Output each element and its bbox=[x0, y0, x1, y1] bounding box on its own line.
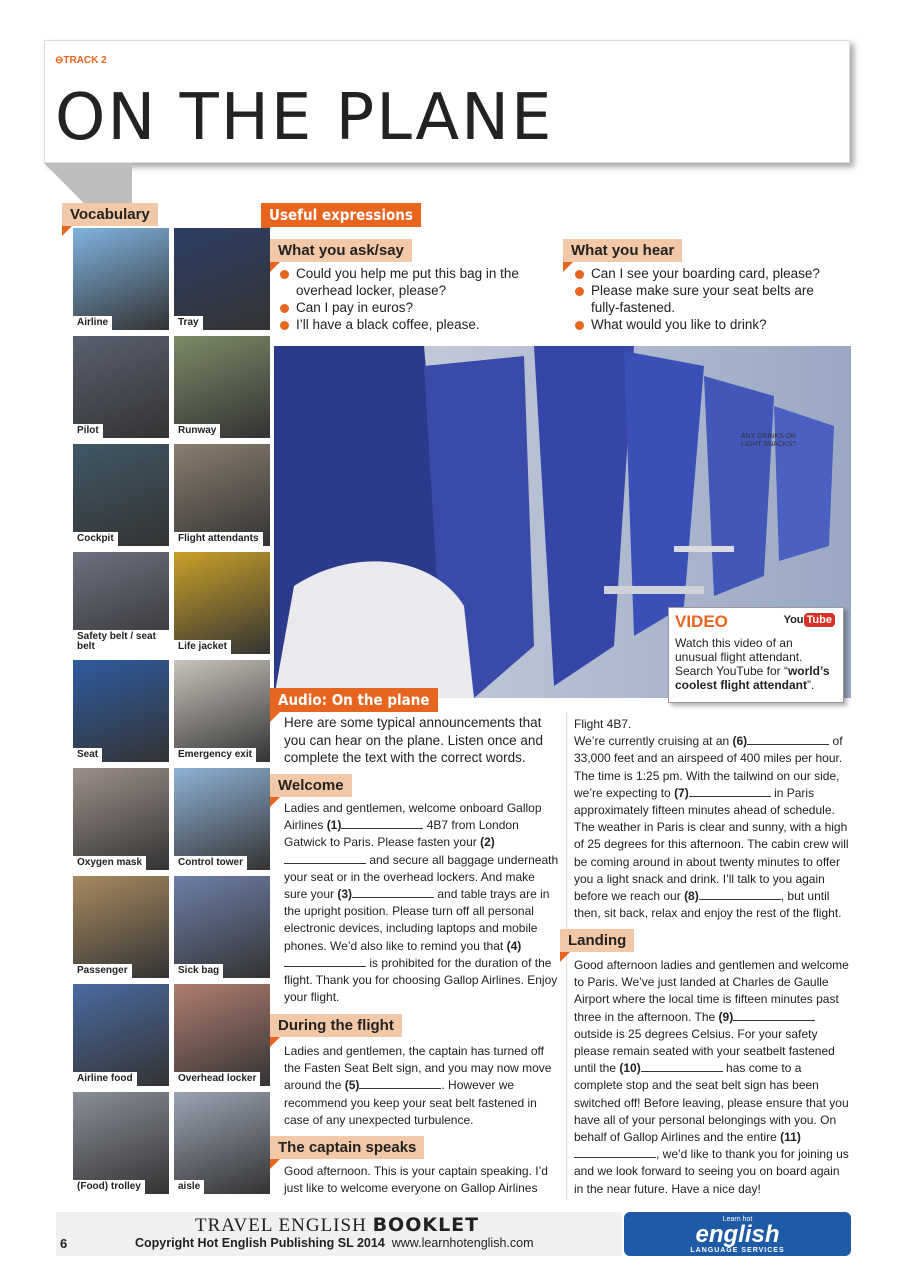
text: and secure all baggage underneath your seat or in the overhead lockers. And make sure your bbox=[284, 852, 559, 902]
vocab-label: Pilot bbox=[73, 424, 103, 438]
vocab-image bbox=[174, 876, 270, 978]
vocab-label: (Food) trolley bbox=[73, 1180, 145, 1194]
gap-blank[interactable] bbox=[284, 955, 366, 967]
photo-caption: ANY DRINKS OR LIGHT SNACKS? bbox=[741, 433, 797, 448]
vocab-image bbox=[174, 444, 270, 546]
vocab-item bbox=[73, 984, 169, 1086]
vocab-item bbox=[174, 660, 270, 762]
vocab-item bbox=[174, 768, 270, 870]
vocab-image bbox=[73, 336, 169, 438]
track-label[interactable]: ⊖TRACK 2 bbox=[55, 55, 107, 66]
gap-number: (10) bbox=[619, 1061, 641, 1076]
vocab-item bbox=[174, 984, 270, 1086]
list-item: Please make sure your seat belts are fully-fastened. bbox=[575, 282, 837, 316]
vocab-item bbox=[73, 1092, 169, 1194]
vocab-item bbox=[174, 228, 270, 330]
youtube-logo-icon[interactable] bbox=[784, 614, 835, 626]
gap-blank[interactable] bbox=[284, 852, 366, 864]
during-text bbox=[284, 1043, 560, 1129]
header-box bbox=[44, 40, 850, 163]
gap-blank[interactable] bbox=[341, 817, 423, 829]
vocabulary-heading: Vocabulary bbox=[62, 203, 158, 226]
footer-copyright bbox=[135, 1236, 534, 1250]
vocab-item bbox=[73, 228, 169, 330]
captain-text-right bbox=[574, 716, 850, 922]
logo-top: Learn hot bbox=[722, 1216, 753, 1223]
vocab-label: Flight attendants bbox=[174, 532, 263, 546]
gap-number: (8) bbox=[684, 889, 699, 904]
during-flight-heading: During the flight bbox=[270, 1014, 402, 1037]
gap-blank[interactable] bbox=[359, 1077, 441, 1089]
vocab-image bbox=[73, 444, 169, 546]
video-title: VIDEO bbox=[675, 612, 728, 631]
vocab-label: aisle bbox=[174, 1180, 204, 1194]
vocab-image bbox=[174, 984, 270, 1086]
video-search-term: world’s coolest flight attendant bbox=[675, 664, 830, 692]
text: has come to a complete stop and the seat belt sign has been switched off! Before leaving, please ensure that you have all of your personal belongings with you. On behalf of Gallop Airlines and the entire bbox=[574, 1061, 849, 1145]
ask-say-list bbox=[280, 265, 548, 333]
vocab-item bbox=[73, 444, 169, 546]
vocab-label: Oxygen mask bbox=[73, 856, 146, 870]
text: , we’d like to thank you for joining us and we look forward to seeing you on board again in the near future. Have a nice day! bbox=[574, 1147, 849, 1196]
vocab-image bbox=[174, 228, 270, 330]
gap-number: (5) bbox=[344, 1078, 360, 1093]
vocab-image bbox=[73, 228, 169, 330]
footer-title bbox=[195, 1214, 479, 1237]
logo-main: english bbox=[695, 1221, 780, 1248]
vocab-item bbox=[73, 876, 169, 978]
vocab-label: Overhead locker bbox=[174, 1072, 260, 1086]
list-item: Could you help me put this bag in the overhead locker, please? bbox=[280, 265, 548, 299]
gap-blank[interactable] bbox=[574, 1146, 656, 1158]
vocab-image bbox=[174, 336, 270, 438]
text: Flight 4B7. bbox=[574, 717, 632, 731]
captain-heading: The captain speaks bbox=[270, 1136, 424, 1159]
gap-number: (1) bbox=[326, 818, 342, 833]
youtube-tube: Tube bbox=[804, 613, 835, 627]
list-item: I’ll have a black coffee, please. bbox=[280, 316, 548, 333]
list-item: What would you like to drink? bbox=[575, 316, 837, 333]
gap-blank[interactable] bbox=[699, 888, 781, 900]
vocab-item bbox=[174, 876, 270, 978]
vocab-label: Passenger bbox=[73, 964, 132, 978]
vocab-image bbox=[73, 984, 169, 1086]
video-text-2: ”. bbox=[807, 678, 815, 692]
header-fold bbox=[44, 163, 132, 203]
footer-title-2: BOOKLET bbox=[372, 1214, 480, 1236]
copyright-text: Copyright Hot English Publishing SL 2014 bbox=[135, 1236, 385, 1250]
logo-sub: LANGUAGE SERVICES bbox=[690, 1247, 785, 1254]
vocab-label: Airline food bbox=[73, 1072, 137, 1086]
text: outside is 25 degrees Celsius. For your safety please remain seated with your seatbelt fastened until the bbox=[574, 1026, 835, 1076]
gap-blank[interactable] bbox=[747, 733, 829, 745]
vocab-label: Cockpit bbox=[73, 532, 118, 546]
vocab-item bbox=[174, 336, 270, 438]
video-text-1: Watch this video of an unusual flight attendant. Search YouTube for “ bbox=[675, 636, 803, 678]
video-text bbox=[675, 636, 837, 692]
vocab-item bbox=[73, 660, 169, 762]
list-item: Can I see your boarding card, please? bbox=[575, 265, 837, 282]
gap-blank[interactable] bbox=[689, 785, 771, 797]
gap-blank[interactable] bbox=[733, 1009, 815, 1021]
gap-number: (2) bbox=[480, 835, 495, 850]
gap-number: (7) bbox=[674, 785, 689, 800]
list-item: Can I pay in euros? bbox=[280, 299, 548, 316]
vocab-label: Sick bag bbox=[174, 964, 223, 978]
what-you-hear-heading: What you hear bbox=[563, 239, 682, 262]
gap-number: (6) bbox=[732, 734, 748, 749]
audio-intro: Here are some typical announcements that you can hear on the plane. Listen once and complete the text with the correct words. bbox=[284, 715, 543, 765]
vocab-label: Safety belt / seat belt bbox=[73, 630, 169, 654]
audio-heading: Audio: On the plane bbox=[270, 688, 438, 712]
hear-list bbox=[575, 265, 837, 333]
gap-blank[interactable] bbox=[352, 886, 434, 898]
text: 4B7 from London Gatwick to Paris. Please fasten your bbox=[284, 818, 519, 850]
learnhotenglish-logo[interactable] bbox=[624, 1212, 851, 1256]
vocab-label: Control tower bbox=[174, 856, 247, 870]
vocab-label: Seat bbox=[73, 748, 102, 762]
text: We’re currently cruising at an bbox=[574, 734, 733, 749]
landing-heading: Landing bbox=[560, 929, 634, 952]
vocab-label: Runway bbox=[174, 424, 220, 438]
welcome-heading: Welcome bbox=[270, 774, 352, 797]
vocab-label: Life jacket bbox=[174, 640, 231, 654]
gap-number: (3) bbox=[337, 887, 353, 902]
footer-url[interactable]: www.learnhotenglish.com bbox=[391, 1236, 534, 1250]
page-number: 6 bbox=[60, 1236, 68, 1251]
vocab-item bbox=[174, 444, 270, 546]
text: of 33,000 feet and an airspeed of 400 miles per hour. The time is 1:25 pm. With the tailwind on our side, we’re expecting to bbox=[574, 734, 843, 800]
vocab-label: Emergency exit bbox=[174, 748, 256, 762]
text: in Paris approximately fifteen minutes ahead of schedule. The weather in Paris is clear and sunny, with a high of 25 degrees for this afternoon. The cabin crew will be coming around in about twenty minutes to offer you a light snack and drink. I’ll talk to you again before we reach our bbox=[574, 785, 849, 904]
gap-number: (11) bbox=[780, 1130, 801, 1145]
vocab-image bbox=[73, 768, 169, 870]
captain-text-left: Good afternoon. This is your captain speaking. I’d just like to welcome everyone on Gallop Airlines bbox=[284, 1164, 548, 1196]
text: Ladies and gentlemen, the captain has turned off the Fasten Seat Belt sign, and you may now move around the bbox=[284, 1044, 552, 1093]
vocab-item bbox=[73, 552, 169, 654]
vocab-image bbox=[174, 1092, 270, 1194]
text: . However we recommend you keep your seat belt fastened in case of any unexpected turbulence. bbox=[284, 1078, 537, 1127]
text: , but until then, sit back, relax and enjoy the rest of the flight. bbox=[574, 889, 842, 921]
vocab-image bbox=[174, 660, 270, 762]
page-title: ON THE PLANE bbox=[55, 81, 554, 155]
text: Good afternoon ladies and gentlemen and welcome to Paris. We’ve just landed at Charles de Gaulle Airport where the local time is fifteen minutes past three in the afternoon. The bbox=[574, 958, 849, 1024]
vocab-image bbox=[73, 876, 169, 978]
gap-blank[interactable] bbox=[641, 1060, 723, 1072]
vocab-label: Airline bbox=[73, 316, 112, 330]
vocab-item bbox=[174, 552, 270, 654]
text: is prohibited for the duration of the flight. Thank you for choosing Gallop Airlines. Enjoy your flight. bbox=[284, 955, 558, 1005]
vocab-item bbox=[73, 336, 169, 438]
gap-number: (4) bbox=[506, 938, 522, 953]
useful-expressions-heading: Useful expressions bbox=[261, 203, 421, 227]
vocab-item bbox=[73, 768, 169, 870]
text: Ladies and gentlemen, welcome onboard Gallop Airlines bbox=[284, 801, 542, 833]
vocab-image bbox=[73, 1092, 169, 1194]
vocab-image bbox=[174, 768, 270, 870]
video-box bbox=[668, 607, 844, 703]
vocab-label: Tray bbox=[174, 316, 203, 330]
text: and table trays are in the upright position. Please turn off all personal electronic devices, including laptops and mobile phones. We’d also like to remind you that bbox=[284, 887, 550, 953]
vocab-item bbox=[174, 1092, 270, 1194]
footer-title-1: TRAVEL ENGLISH bbox=[195, 1215, 373, 1236]
gap-number: (9) bbox=[718, 1009, 734, 1024]
landing-text bbox=[574, 957, 850, 1198]
vocab-image bbox=[174, 552, 270, 654]
vocab-image bbox=[73, 660, 169, 762]
welcome-text bbox=[284, 800, 560, 1006]
youtube-you: You bbox=[783, 614, 804, 626]
what-you-ask-heading: What you ask/say bbox=[270, 239, 412, 262]
